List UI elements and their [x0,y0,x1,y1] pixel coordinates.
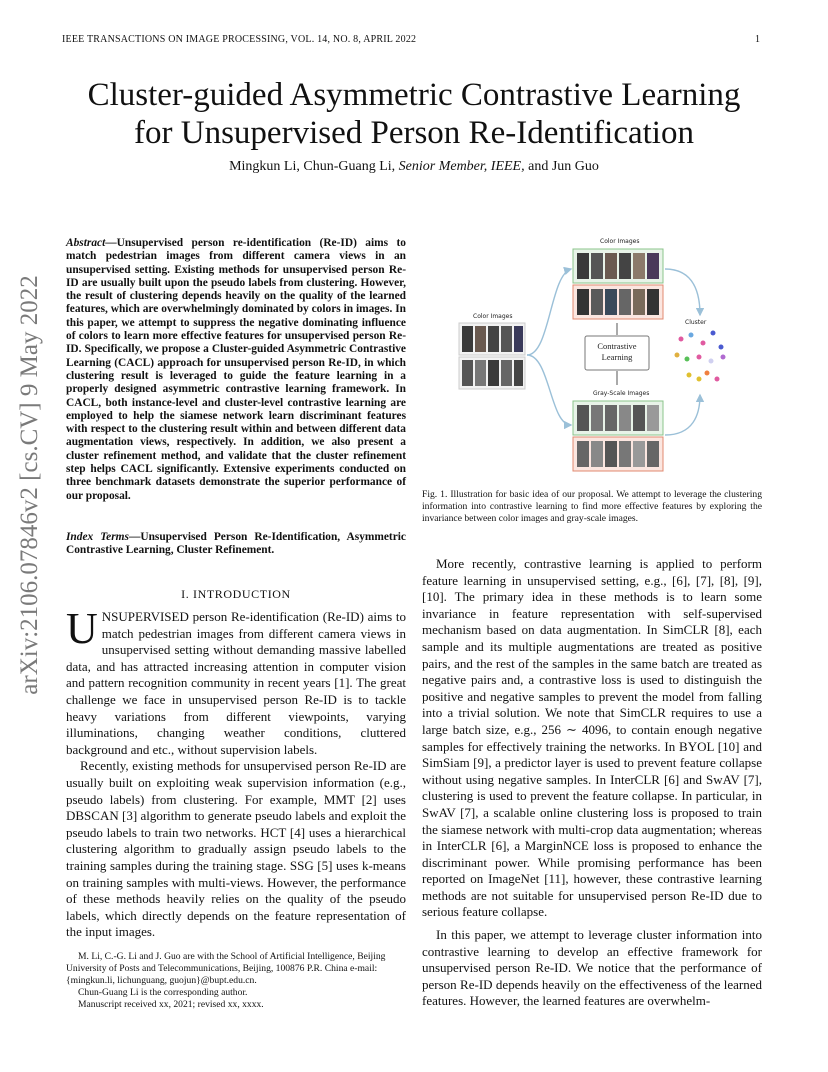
right-paragraph-2: In this paper, we attempt to leverage cluster information into contrastive learning to develop an effective framework for unsupervised person Re-ID. We notice that the performance of person Re-ID depends heavily on the effectiveness of the learned features. However, the learned features are overwhelm- [422,927,762,1009]
gray-images [573,401,663,471]
contrastive-line-2: Learning [601,352,633,362]
intro-paragraph-1 [66,604,406,758]
intro-paragraph-2: Recently, existing methods for unsupervised person Re-ID are usually built on exploiting weak supervision information (e.g., pseudo labels) from clustering. For example, MMT [2] uses DBSCAN [3] algorithm to generate pseudo labels and exploit the pseudo labels to train two networks. HCT [4] uses a hierarchical clustering algorithm to gradually assign pseudo labels to the training samples during the training stage. SSG [5] uses k-means on training samples with multi-views. However, the performance of these methods heavily relies on the quality of the pseudo labels, which directly depends on the feature representation of the input images. [66,758,406,940]
title-line-1: Cluster-guided Asymmetric Contrastive Learning [87,77,741,113]
index-terms-label: Index Terms [66,531,129,543]
arxiv-id: arXiv:2106.07846v2 [cs.CV] 9 May 2022 [16,275,43,695]
page-number: 1 [755,34,760,45]
label-gray-images: Gray-Scale Images [593,390,650,397]
footnote-corresponding: Chun-Guang Li is the corresponding author. [78,987,248,998]
abstract-text: —Unsupervised person re-identification (Re-ID) aims to match pedestrian images from different camera views in an unsupervised setting. Existing methods for unsupervised person Re-ID are usually built upon the pseudo labels from clustering. However, the result of clustering depends heavily on the quality of the learned features, which are overwhelmingly dominated by colors in images. In this paper, we attempt to suppress the negative dominating influence of colors to learn more effective features for unsupervised person Re-ID. Specifically, we propose a Cluster-guided Asymmetric Contrastive Learning (CACL) approach for unsupervised person Re-ID, in which clustering result is leveraged to guide the feature learning in a properly designed asymmetric contrastive learning framework. In CACL, both instance-level and cluster-level contrastive learning are employed to help the siamese network learn discriminant features with respect to the clustering result within and between different data augmentation views, respectively. In addition, we also present a cluster refinement method, and validate that the cluster refinement step helps CACL significantly. Extensive experiments conducted on three benchmark datasets demonstrate the superior performance of our proposal. [66,237,406,502]
author-role: Senior Member, IEEE, [398,159,525,174]
figure-caption: Fig. 1. Illustration for basic idea of our proposal. We attempt to leverage the clustering information into contrastive learning to find more effective features by exploring the invariance between color images and gray-scale images. [422,489,762,524]
author-names: Mingkun Li, Chun-Guang Li, [229,159,396,174]
cluster-dots [675,331,726,382]
intro-p1-text: NSUPERVISED person Re-identification (Re-ID) aims to match pedestrian images from different camera views in unsupervised setting without demanding massive labelled data, and has attracted increasing attention in computer vision and pattern recognition community in recent years [1]. The great challenge we face in unsupervised person Re-ID is to tackle heavy variations from different viewpoints, varying illuminations, changing weather conditions, cluttered background and etc., without supervision labels. [66,609,406,757]
index-terms-text: —Unsupervised Person Re-Identification, Asymmetric Contrastive Learning, Cluster Refinement. [66,531,406,557]
author-list [40,159,788,175]
footnote-manuscript: Manuscript received xx, 2021; revised xx, xxxx. [78,999,264,1010]
label-color-images-left: Color Images [473,313,513,320]
label-cluster: Cluster [685,319,707,326]
top-color-images [573,249,663,319]
abstract-label: Abstract [66,237,106,249]
footnote-affiliation: M. Li, C.-G. Li and J. Guo are with the School of Artificial Intelligence, Beijing University of Posts and Telecommunications, Beijing, 100876 P.R. China e-mail: {mingkun.li, lichunguang, guojun}@bupt.edu.cn. [66,951,386,986]
contrastive-line-1: Contrastive [597,341,637,351]
footnote [66,951,406,1011]
abstract [66,237,406,503]
introduction-body [66,604,406,941]
index-terms [66,531,406,558]
running-header: IEEE TRANSACTIONS ON IMAGE PROCESSING, VOL. 14, NO. 8, APRIL 2022 [62,34,417,45]
right-paragraph-1: More recently, contrastive learning is applied to perform feature learning in unsupervised setting, e.g., [6], [7], [8], [9], [10]. The primary idea in these methods is to learn some invariance in feature representation with self-supervised mechanism based on data augmentation. In SimCLR [8], each sample and its multiple augmentations are treated as positive pairs, and the rest of the samples in the same batch are treated as negative pairs and, a contrastive loss is used to distinguish the positive and negative samples to prevent the model from falling into a trivial solution. We note that SimCLR requires to use a large batch size, e.g., 256 ∼ 4096, to contain enough negative samples for effectively training the networks. In BYOL [10] and SimSiam [9], a predictor layer is used to prevent feature collapse without using negative samples. In InterCLR [6] and SwAV [7], clustering is used to prevent the feature collapse. In particular, in SwAV [7], a scalable online clustering loss is proposed to train the siamese network with multi-crop data augmentation; whereas in InterCLR [6], a MarginNCE loss is proposed to enhance the discriminant power. While promising performance has been reported on ImageNet [11], however, these contrastive learning methods are not suitable for unsupervised person Re-ID due to serious feature collapse. [422,556,762,920]
figure-1 [455,235,745,480]
left-color-images [459,323,525,389]
author-last: and Jun Guo [528,159,599,174]
label-color-images-top: Color Images [600,238,640,245]
drop-cap: U [66,604,98,653]
paper-title [40,76,788,152]
right-column-body [422,556,762,1010]
section-heading: I. INTRODUCTION [181,587,291,601]
contrastive-learning-label [585,341,649,363]
title-line-2: for Unsupervised Person Re-Identification [134,115,694,151]
